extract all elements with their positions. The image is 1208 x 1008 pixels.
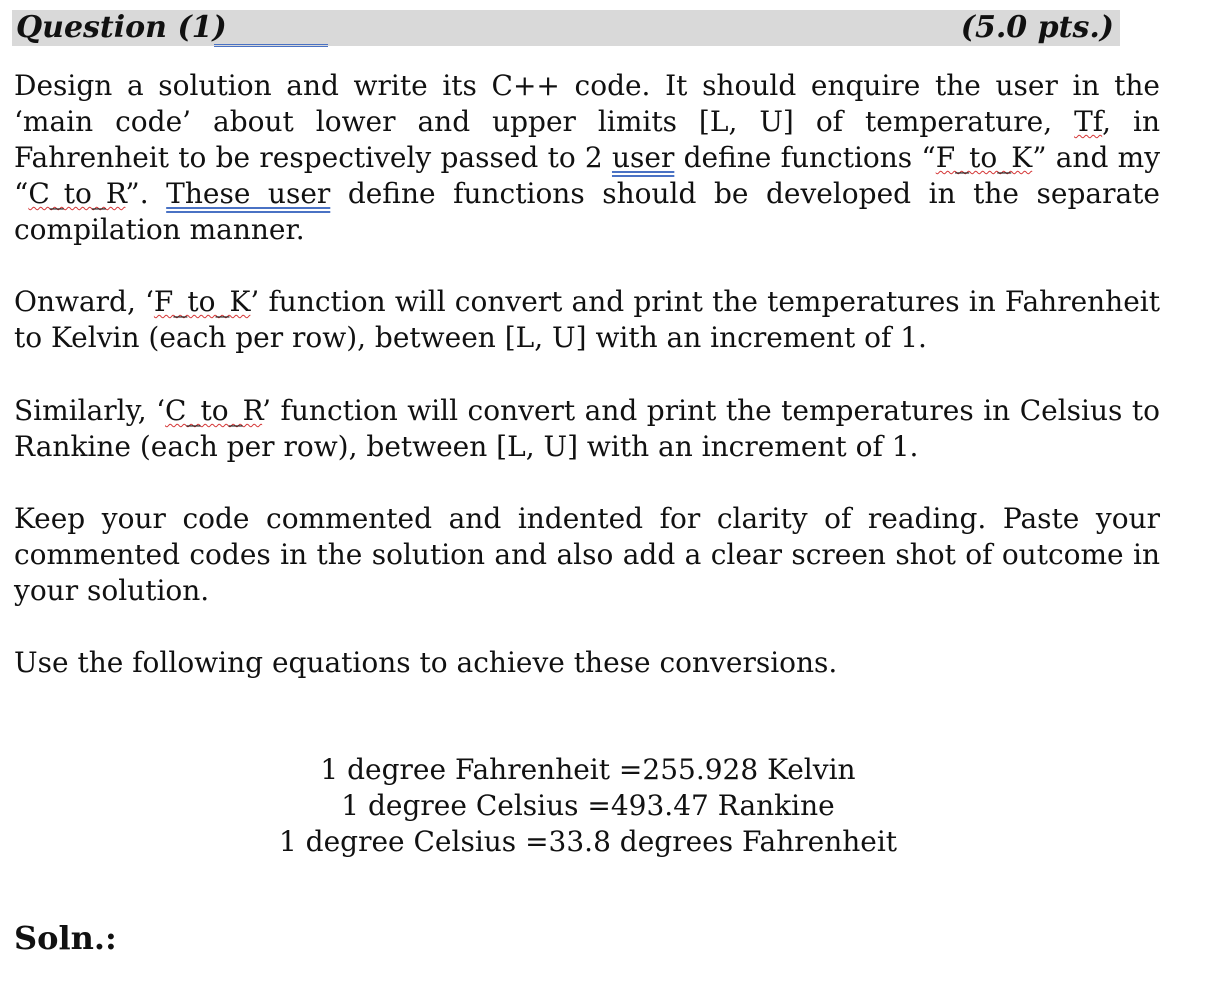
grammar-phrase-these-user: These user: [166, 177, 331, 210]
paragraph-onward: [14, 284, 1160, 356]
text-segment: , in Fahrenheit to be respectively passed to 2: [14, 105, 1161, 174]
text-segment: ”.: [125, 177, 167, 210]
spellcheck-word-c-to-r: C_to_R: [28, 177, 126, 210]
question-points: (5.0 pts.): [960, 10, 1114, 45]
text-segment: define functions “: [674, 141, 936, 174]
spellcheck-word-c-to-r: C_to_R: [165, 394, 263, 427]
text-segment: Onward, ‘: [14, 285, 154, 318]
grammar-word-user: user: [611, 141, 675, 174]
equation-fahrenheit-kelvin: 1 degree Fahrenheit =255.928 Kelvin: [320, 753, 856, 786]
paragraph-similarly: [14, 393, 1160, 465]
spellcheck-word-tf: Tf: [1074, 105, 1103, 138]
question-title: Question (1): [16, 10, 227, 45]
equation-celsius-rankine: 1 degree Celsius =493.47 Rankine: [341, 789, 835, 822]
solution-label: Soln.:: [14, 919, 117, 957]
text-segment: define functions should be developed in the separate compilation manner.: [14, 177, 1160, 246]
question-header-bar: [12, 10, 1120, 46]
answer-blank-line: [214, 10, 328, 47]
text-segment: “: [14, 177, 29, 210]
text-segment: Similarly, ‘: [14, 394, 166, 427]
text-segment: my: [1117, 141, 1161, 174]
paragraph-keep-code: Keep your code commented and indented for clarity of reading. Paste your commented codes in the solution and also add a clear screen shot of outcome in your solution.: [14, 502, 1160, 607]
spellcheck-word-f-to-k: F_to_K: [153, 285, 251, 318]
paragraph-design: [14, 68, 1160, 248]
spellcheck-word-f-to-k: F_to_K: [935, 141, 1033, 174]
text-segment: ’ function will convert and print the temperatures in Celsius to Rankine (each per row), between [L, U] with an increment of 1.: [14, 394, 1160, 463]
text-segment: Design a solution and write its C++ code. It should enquire the user in the ‘main code’ about lower and upper limits [L, U] of temperature,: [14, 69, 1160, 138]
paragraph-use-equations: Use the following equations to achieve these conversions.: [14, 646, 838, 679]
text-segment: ” and: [1032, 141, 1118, 174]
equation-celsius-fahrenheit: 1 degree Celsius =33.8 degrees Fahrenheit: [278, 825, 898, 858]
text-segment: ’ function will convert and print the temperatures in Fahrenheit to Kelvin (each per row), between [L, U] with an increment of 1.: [14, 285, 1160, 354]
equations-block: [0, 752, 1176, 860]
